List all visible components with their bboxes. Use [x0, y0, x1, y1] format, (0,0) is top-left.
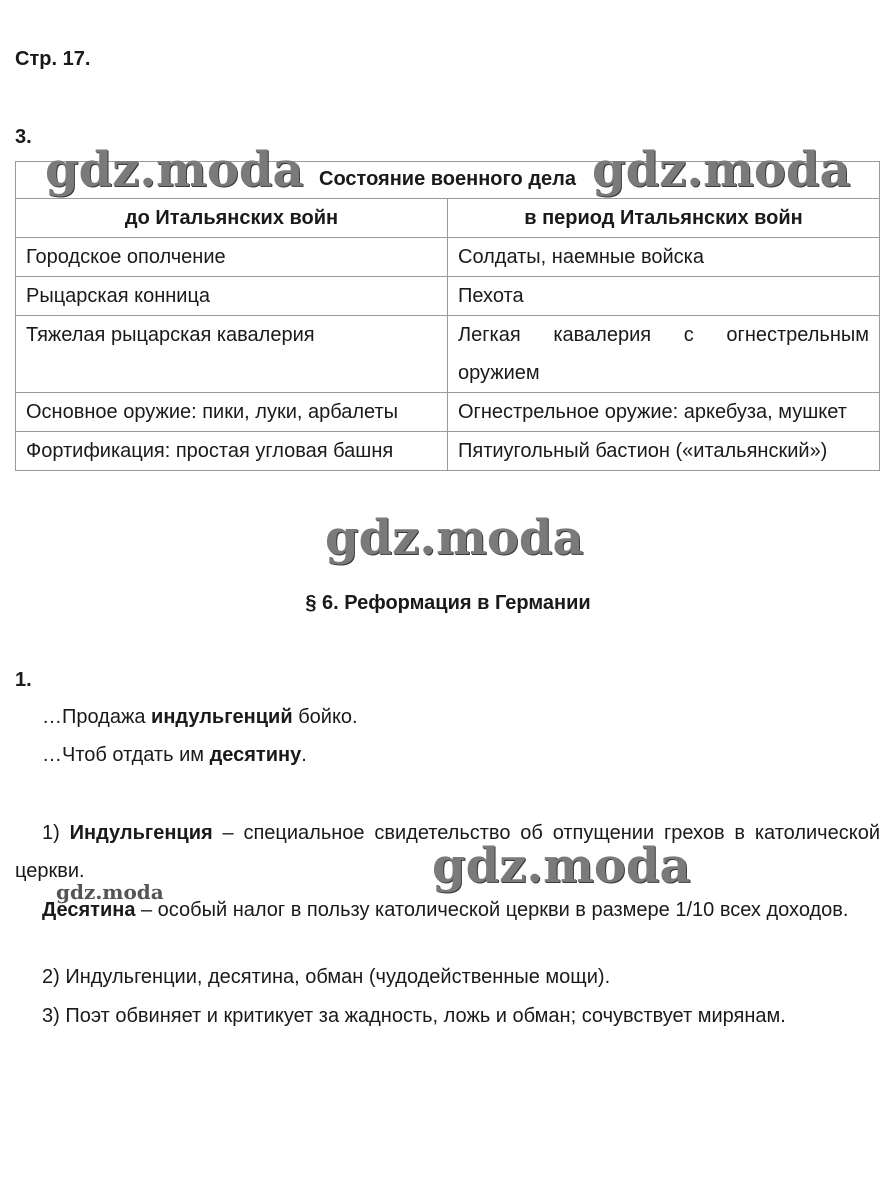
- table-cell: Пятиугольный бастион («итальянский»): [448, 432, 880, 471]
- watermark: gdz.moda: [592, 142, 851, 198]
- section-title: § 6. Реформация в Германии: [305, 592, 591, 614]
- answer-3: 3) Поэт обвиняет и критикует за жадность, ложь и обман; сочувствует мирянам.: [42, 1005, 786, 1027]
- page-reference: Стр. 17.: [15, 48, 91, 70]
- table-row: [16, 277, 880, 316]
- watermark: gdz.moda: [432, 838, 691, 894]
- table-cell: Городское ополчение: [16, 238, 448, 277]
- definition-tithe: Десятина – особый налог в пользу католической церкви в размере 1/10 всех доходов.: [42, 899, 849, 921]
- military-table: [15, 161, 880, 471]
- watermark-small: gdz.moda: [56, 880, 164, 904]
- table-cell: Рыцарская конница: [16, 277, 448, 316]
- table-cell: Фортификация: простая угловая башня: [16, 432, 448, 471]
- table-row: [16, 238, 880, 277]
- table-cell: Огнестрельное оружие: аркебуза, мушкет: [448, 393, 880, 432]
- task-number: 1.: [15, 669, 32, 691]
- column-header-left: до Итальянских войн: [16, 199, 448, 238]
- quote-line: …Чтоб отдать им десятину.: [42, 744, 307, 766]
- table-title: Состояние военного дела: [16, 162, 880, 199]
- task-number: 3.: [15, 126, 32, 148]
- table-cell: Легкая кавалерия с огнестрельным оружием: [448, 316, 880, 393]
- table-cell: Тяжелая рыцарская кавалерия: [16, 316, 448, 393]
- definition-indulgence: 1) Индульгенция – специальное свидетельство об отпущении грехов в католической церкви.: [15, 822, 880, 882]
- table-cell: Пехота: [448, 277, 880, 316]
- watermark: gdz.moda: [45, 142, 304, 198]
- table-row: [16, 432, 880, 471]
- answer-2: 2) Индульгенции, десятина, обман (чудодейственные мощи).: [42, 966, 611, 988]
- watermark: gdz.moda: [325, 510, 584, 566]
- table-row: [16, 316, 880, 393]
- table-row: [16, 393, 880, 432]
- column-header-right: в период Итальянских войн: [448, 199, 880, 238]
- quote-line: …Продажа индульгенций бойко.: [42, 706, 358, 728]
- table-cell: Солдаты, наемные войска: [448, 238, 880, 277]
- table-cell: Основное оружие: пики, луки, арбалеты: [16, 393, 448, 432]
